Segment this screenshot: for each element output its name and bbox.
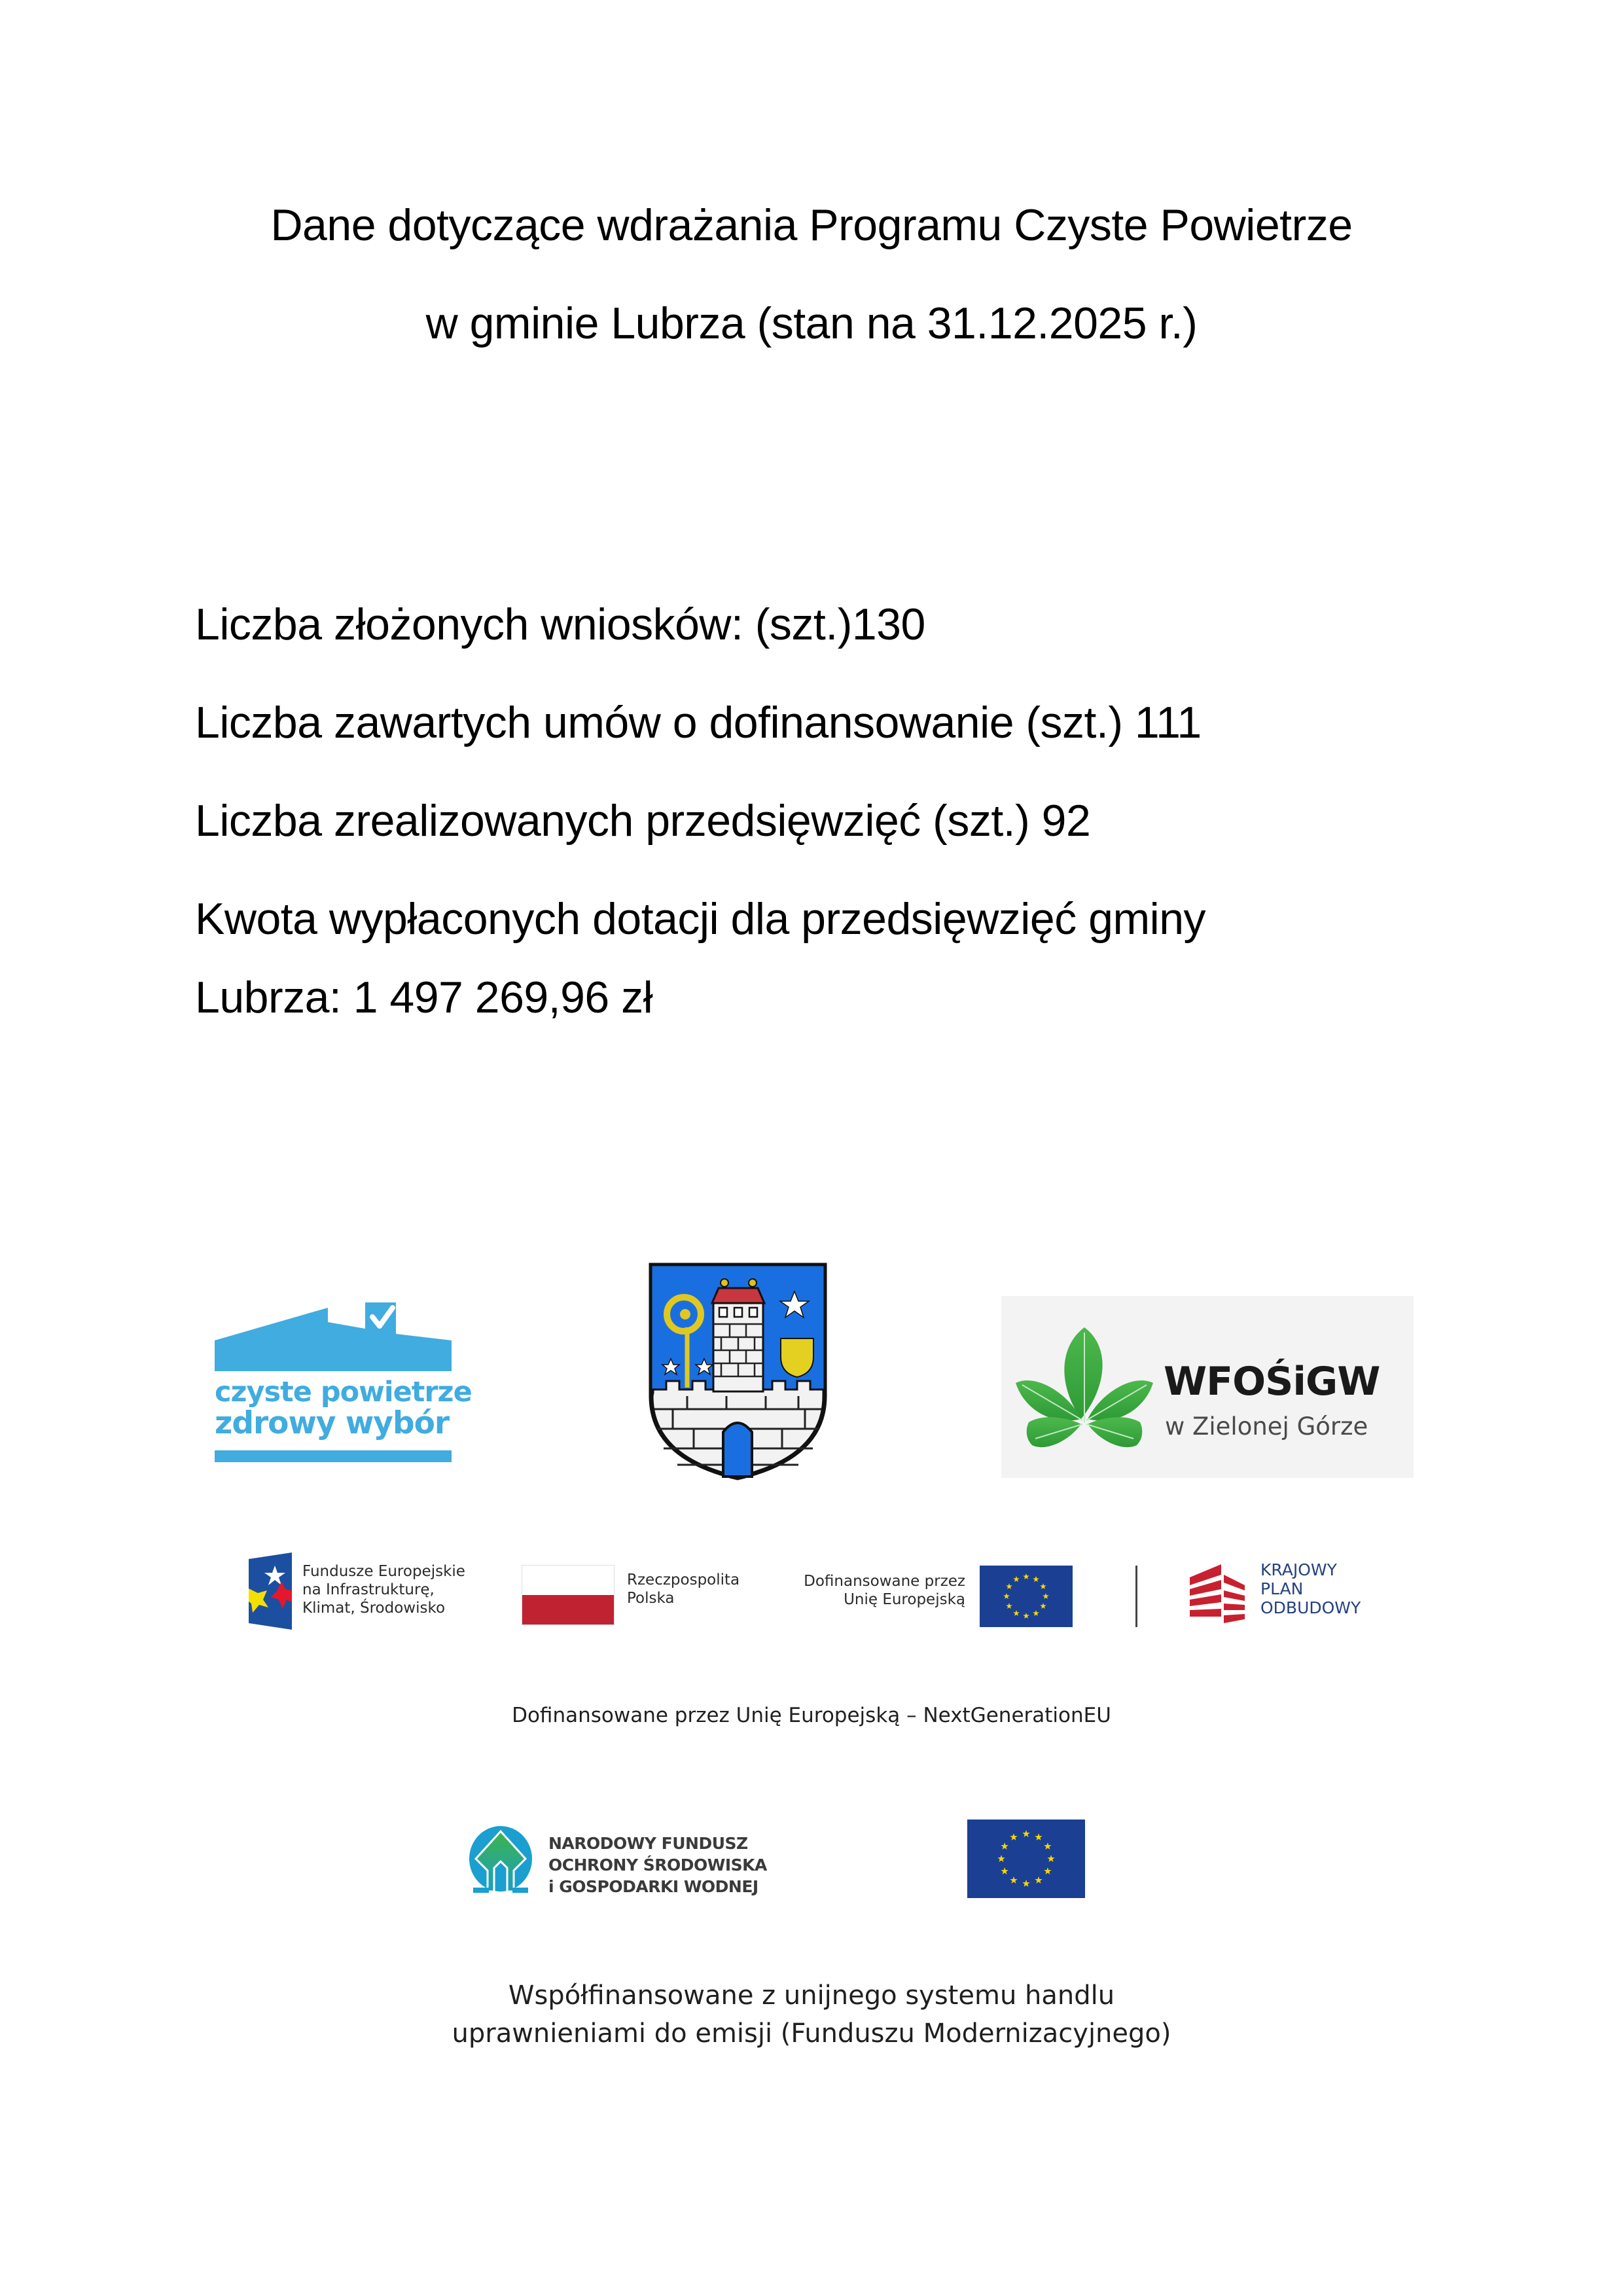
divider xyxy=(1135,1566,1137,1627)
page-title-line1: Dane dotyczące wdrażania Programu Czyste Powietrze xyxy=(270,200,1353,250)
next-gen-caption: Dofinansowane przez Unię Europejską – NextGenerationEU xyxy=(512,1704,1111,1727)
fe-line3: Klimat, Środowisko xyxy=(302,1600,446,1617)
kpo-line3: ODBUDOWY xyxy=(1260,1598,1361,1617)
nfosigw-line1: NARODOWY FUNDUSZ xyxy=(548,1834,748,1853)
eu-flag-icon xyxy=(980,1566,1073,1627)
nfosigw-line3: i GOSPODARKI WODNEJ xyxy=(548,1877,758,1896)
page-title-line2: w gminie Lubrza (stan na 31.12.2025 r.) xyxy=(425,298,1198,348)
modernization-caption xyxy=(0,1977,1623,2053)
eu-funded-text xyxy=(782,1572,965,1609)
czyste-powietrze-logo xyxy=(215,1302,472,1466)
czyste-powietrze-underline xyxy=(215,1450,452,1462)
fe-stars-icon xyxy=(249,1552,292,1630)
nfosigw-line2: OCHRONY ŚRODOWISKA xyxy=(548,1856,767,1874)
stat-contracts: Liczba zawartych umów o dofinansowanie (szt.) 111 xyxy=(195,698,1202,747)
eu-flag-icon xyxy=(967,1820,1085,1898)
kpo-building-icon xyxy=(1188,1559,1247,1624)
wfosigw-subtitle: w Zielonej Górze xyxy=(1165,1412,1368,1441)
modernization-line2: uprawnieniami do emisji (Funduszu Modernizacyjnego) xyxy=(452,2018,1171,2049)
eu-funded-line2: Unię Europejską xyxy=(844,1591,965,1608)
rp-logo-text xyxy=(627,1571,740,1607)
czyste-powietrze-line2: zdrowy wybór xyxy=(215,1405,450,1441)
wfosigw-name: WFOŚiGW xyxy=(1164,1359,1380,1405)
nfosigw-tree-icon xyxy=(468,1825,533,1898)
fe-logo-text xyxy=(302,1562,465,1617)
stat-amount-line2: Lubrza: 1 497 269,96 zł xyxy=(195,973,653,1022)
chestnut-leaf-icon xyxy=(1009,1321,1160,1465)
kpo-line1: KRAJOWY xyxy=(1260,1560,1337,1579)
lubrza-coat-of-arms-icon xyxy=(648,1262,828,1481)
wfosigw-logo xyxy=(1001,1296,1414,1478)
polish-flag-icon xyxy=(522,1565,615,1625)
modernization-line1: Współfinansowane z unijnego systemu handlu xyxy=(508,1981,1115,2011)
stat-amount-line1: Kwota wypłaconych dotacji dla przedsięwzięć gminy xyxy=(195,894,1206,944)
fe-line1: Fundusze Europejskie xyxy=(302,1563,465,1580)
rp-line1: Rzeczpospolita xyxy=(627,1571,740,1588)
eu-funded-line1: Dofinansowane przez xyxy=(804,1573,965,1590)
czyste-powietrze-line1: czyste powietrze xyxy=(215,1376,472,1408)
fe-line2: na Infrastrukturę, xyxy=(302,1581,435,1598)
stat-applications: Liczba złożonych wniosków: (szt.)130 xyxy=(195,600,925,649)
kpo-logo-text xyxy=(1260,1560,1361,1617)
rp-line2: Polska xyxy=(627,1590,675,1607)
stat-completed: Liczba zrealizowanych przedsięwzięć (szt.) 92 xyxy=(195,796,1091,846)
nfosigw-logo-text xyxy=(548,1833,767,1897)
kpo-line2: PLAN xyxy=(1260,1579,1304,1598)
coat-of-arms-logo xyxy=(648,1262,828,1481)
